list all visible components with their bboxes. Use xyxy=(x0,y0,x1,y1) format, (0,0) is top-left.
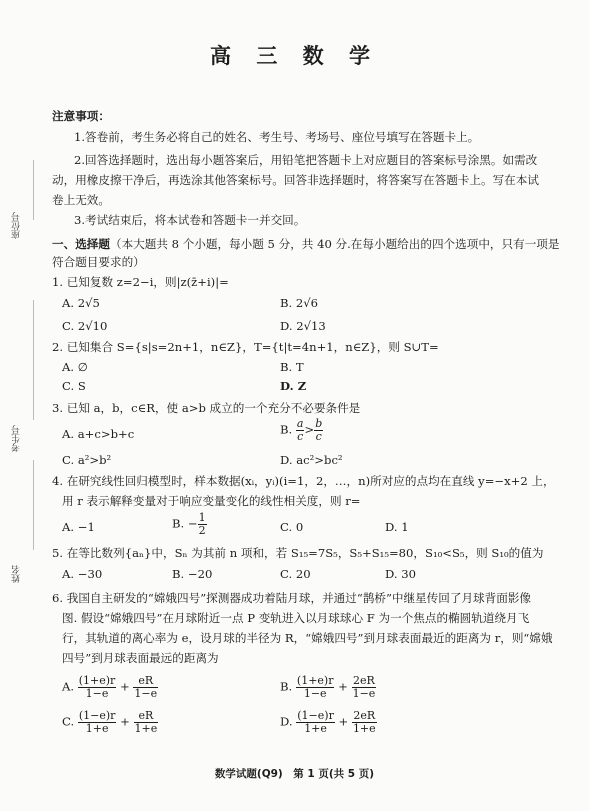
numerator: eR xyxy=(134,710,159,723)
fraction xyxy=(352,675,377,700)
binding-line xyxy=(33,300,34,420)
q4-stem-2: 用 r 表示解释变量对于响应变量变化的线性相关度，则 r= xyxy=(62,494,361,508)
fraction xyxy=(133,675,158,700)
q2-option-a: A. ∅ xyxy=(62,360,88,374)
q6-stem-1: 6. 我国自主研发的“嫦娥四号”探测器成功着陆月球，并通过“鹊桥”中继星传回了月球背面影像 xyxy=(52,591,532,605)
numerator: (1+e)r xyxy=(78,674,116,687)
denominator: 1−e xyxy=(134,687,158,700)
seat-number-label: 座位号 xyxy=(12,212,22,239)
q4-option-c: C. 0 xyxy=(280,520,304,534)
denominator: 1−e xyxy=(352,687,376,700)
numerator: a xyxy=(296,417,304,430)
numerator: (1−e)r xyxy=(78,709,116,722)
page-footer: 数学试题(Q9) 第 1 页(共 5 页) xyxy=(214,768,375,780)
q6-option-b: B. $\frac{(1+e)r}{1-e}$ + $\frac{2eR}{1-e}$ xyxy=(280,674,376,700)
q6-stem-2: 图. 假设“嫦娥四号”在月球附近一点 P 变轨进入以月球球心 F 为一个焦点的椭圆轨道绕月飞 xyxy=(62,611,530,625)
q3-option-b-label: B. xyxy=(280,422,293,437)
numerator: (1−e)r xyxy=(297,709,334,722)
denominator: 1+e xyxy=(352,722,376,735)
fraction xyxy=(78,675,117,700)
fraction xyxy=(296,675,335,700)
section-instruction: （本大题共 8 个小题，每小题 5 分，共 40 分.在每小题给出的四个选项中，只有一项是 xyxy=(109,237,560,251)
denominator: c xyxy=(297,430,304,443)
q6-option-d: D. $\frac{(1-e)r}{1+e}$ + $\frac{2eR}{1+e}$ xyxy=(280,709,376,735)
q5-option-c: C. 20 xyxy=(280,567,311,581)
q1-option-b: B. 2√6 xyxy=(280,296,319,310)
q5-option-a: A. −30 xyxy=(62,567,103,581)
q1-stem: 1. 已知复数 z=2−i，则|z(z̄+i)|= xyxy=(52,275,229,289)
numerator: 2eR xyxy=(353,674,375,687)
q4-option-b xyxy=(172,512,207,537)
numerator: (1+e)r xyxy=(296,674,334,687)
notice-line-2c: 卷上无效。 xyxy=(52,193,110,207)
q3-option-d: D. ac²>bc² xyxy=(280,453,343,467)
q3-stem: 3. 已知 a，b，c∈R，使 a>b 成立的一个充分不必要条件是 xyxy=(52,401,361,415)
q6-option-b-label: B. xyxy=(280,679,293,694)
q6-option-a: A. $\frac{(1+e)r}{1-e}$ + $\frac{eR}{1-e}$ xyxy=(62,674,158,700)
q1-option-c: C. 2√10 xyxy=(62,319,108,333)
q6-option-c-label: C. xyxy=(62,714,75,729)
notice-line-3: 3.考试结束后，将本试卷和答题卡一并交回。 xyxy=(74,213,306,227)
page-title: 高 三 数 学 xyxy=(210,43,379,68)
q2-option-d: D. Z xyxy=(280,379,307,393)
denominator: 1+e xyxy=(85,722,109,735)
fraction xyxy=(352,710,377,735)
section-instruction-2: 符合题目要求的） xyxy=(52,255,145,269)
q3-option-a: A. a+c>b+c xyxy=(62,427,135,441)
greater-than-sign: > xyxy=(304,422,315,437)
notice-line-2a: 2.回答选择题时，选出每小题答案后，用铅笔把答题卡上对应题目的答案标号涂黑。如需改 xyxy=(74,153,538,167)
notice-line-2b: 动，用橡皮擦干净后，再选涂其他答案标号。回答非选择题时，将答案写在答题卡上。写在本试 xyxy=(52,173,539,187)
q4-option-d: D. 1 xyxy=(385,520,409,534)
q6-stem-4: 四号”到月球表面最远的距离为 xyxy=(62,651,219,665)
denominator: 1+e xyxy=(304,722,327,735)
fraction xyxy=(314,418,323,443)
q2-stem: 2. 已知集合 S={s|s=2n+1，n∈Z}，T={t|t=4n+1，n∈Z}，则 S∪T= xyxy=(52,340,439,354)
q1-option-a: A. 2√5 xyxy=(62,296,100,310)
fraction xyxy=(134,710,159,735)
q5-option-d: D. 30 xyxy=(385,567,417,581)
q5-option-b: B. −20 xyxy=(172,567,213,581)
numerator: 1 xyxy=(198,511,206,524)
numerator: 2eR xyxy=(353,709,376,722)
binding-line xyxy=(33,460,34,550)
q2-option-b: B. T xyxy=(280,360,304,374)
denominator: c xyxy=(315,430,322,443)
q6-option-d-label: D. xyxy=(280,714,293,729)
q6-option-a-label: A. xyxy=(62,679,75,694)
q6-option-c: C. $\frac{(1-e)r}{1+e}$ + $\frac{eR}{1+e}$ xyxy=(62,709,158,735)
q2-option-c: C. S xyxy=(62,379,86,393)
section-title: 一、选择题 xyxy=(52,237,110,251)
q4-option-a: A. −1 xyxy=(62,520,95,534)
fraction xyxy=(78,710,117,735)
q1-option-d: D. 2√13 xyxy=(280,319,326,333)
denominator: 1−e xyxy=(85,687,109,700)
binding-line xyxy=(33,160,34,220)
section-header xyxy=(52,236,559,252)
numerator: eR xyxy=(133,675,158,688)
numerator: b xyxy=(315,417,323,430)
candidate-number-label: 考生号 xyxy=(12,425,22,452)
name-label: 姓名 xyxy=(12,565,22,583)
notice-heading: 注意事项： xyxy=(52,109,110,123)
denominator: 1−e xyxy=(303,687,327,700)
q5-stem: 5. 在等比数列{aₙ}中，Sₙ 为其前 n 项和，若 S₁₅=7S₅，S₅+S₁₅=80，S₁₀<S₅，则 S₁₀的值为 xyxy=(52,546,544,560)
q4-option-b-label: B. − xyxy=(172,516,198,531)
fraction xyxy=(296,710,335,735)
q3-option-c: C. a²>b² xyxy=(62,453,112,467)
denominator: 2 xyxy=(198,524,206,537)
q4-stem-1: 4. 在研究线性回归模型时，样本数据(xᵢ，yᵢ)(i=1，2，…，n)所对应的点均在直线 y=−x+2 上， xyxy=(52,474,555,488)
fraction xyxy=(198,512,207,537)
notice-line-1: 1.答卷前，考生务必将自己的姓名、考生号、考场号、座位号填写在答题卡上。 xyxy=(74,130,480,144)
denominator: 1+e xyxy=(134,722,158,735)
q6-stem-3: 行，其轨道的离心率为 e，设月球的半径为 R，“嫦娥四号”到月球表面最近的距离为 r，则“嫦娥 xyxy=(62,631,553,645)
q3-option-b xyxy=(280,418,323,443)
